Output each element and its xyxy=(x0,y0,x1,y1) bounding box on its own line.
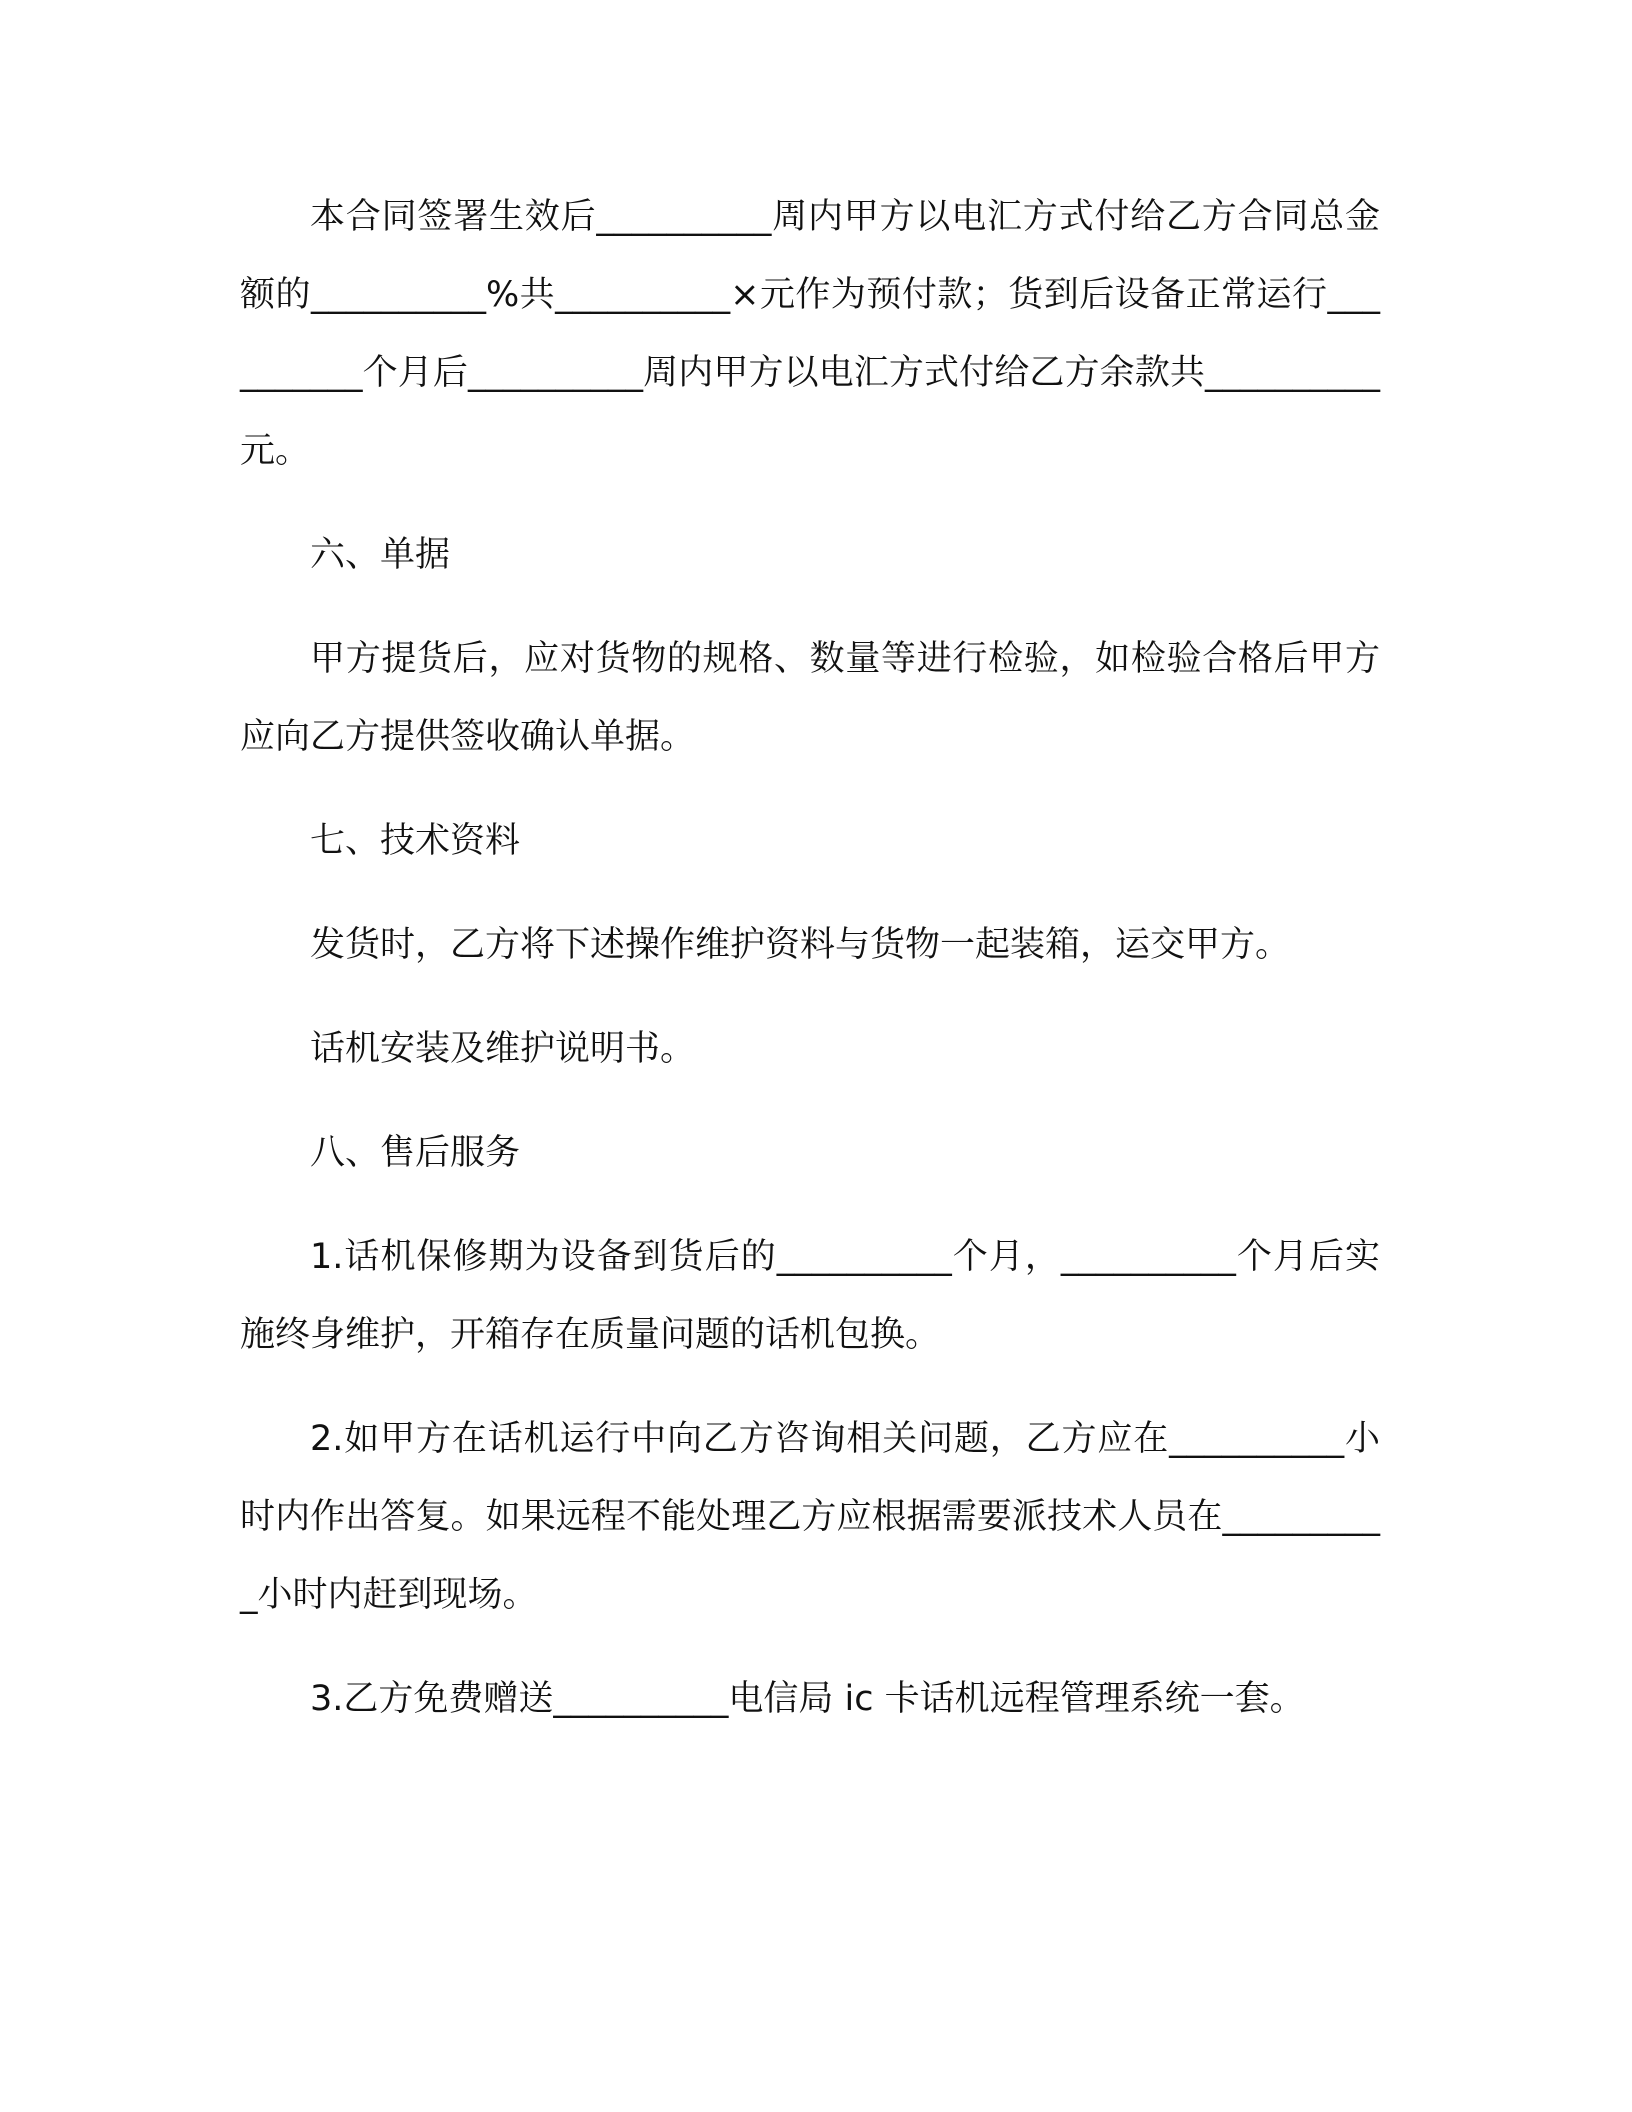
payment-terms-paragraph: 本合同签署生效后__________周内甲方以电汇方式付给乙方合同总金额的__________%共__________×元作为预付款；货到后设备正常运行__________个月后__________周内甲方以电汇方式付给乙方余款共__________元。 xyxy=(240,197,1380,471)
section-heading-technical-materials: 七、技术资料 xyxy=(310,821,521,861)
technical-materials-paragraph: 发货时，乙方将下述操作维护资料与货物一起装箱，运交甲方。 xyxy=(310,925,1291,965)
after-sales-item-1: 1.话机保修期为设备到货后的__________个月，__________个月后实施终身维护，开箱存在质量问题的话机包换。 xyxy=(240,1237,1380,1355)
documents-paragraph: 甲方提货后，应对货物的规格、数量等进行检验，如检验合格后甲方应向乙方提供签收确认单据。 xyxy=(240,639,1380,757)
section-heading-after-sales: 八、售后服务 xyxy=(310,1133,521,1173)
after-sales-item-2: 2.如甲方在话机运行中向乙方咨询相关问题，乙方应在__________小时内作出答复。如果远程不能处理乙方应根据需要派技术人员在__________小时内赶到现场。 xyxy=(240,1419,1380,1615)
after-sales-item-3: 3.乙方免费赠送__________电信局 ic 卡话机远程管理系统一套。 xyxy=(310,1679,1305,1719)
document-body xyxy=(240,178,1380,1764)
manual-paragraph: 话机安装及维护说明书。 xyxy=(310,1029,696,1069)
section-heading-documents: 六、单据 xyxy=(310,535,451,575)
